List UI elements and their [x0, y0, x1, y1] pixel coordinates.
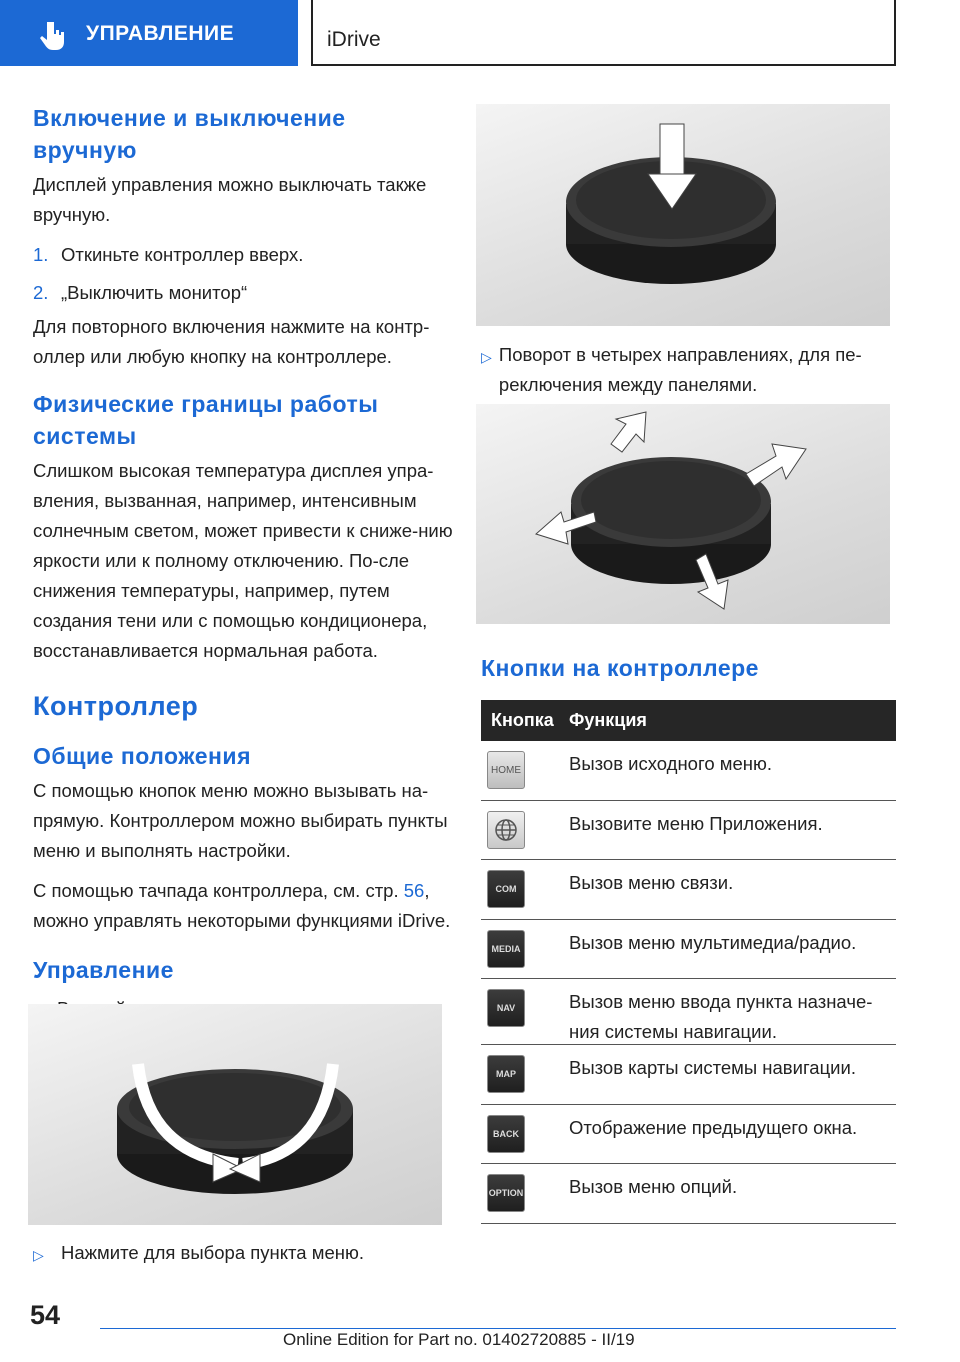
- option-button-icon: OPTION: [487, 1174, 525, 1212]
- apps-globe-icon: [487, 811, 525, 849]
- left-column: [33, 102, 453, 1054]
- heading-manual: Включение и выключение вручную: [33, 105, 346, 163]
- controller-rotate-illustration: [28, 1004, 442, 1225]
- table-row: MEDIA Вызов меню мультимедиа/радио.: [481, 920, 896, 980]
- step-item: 2. „Выключить монитор“: [33, 282, 248, 303]
- controller-tilt-image: [476, 404, 890, 624]
- heading-controller: Контроллер: [33, 691, 199, 721]
- table-row: Вызовите меню Приложения.: [481, 801, 896, 861]
- header-function: Функция: [569, 710, 647, 730]
- controller-press-illustration: [476, 104, 890, 326]
- back-button-icon: BACK: [487, 1115, 525, 1153]
- heading-buttons: Кнопки на контроллере: [481, 655, 759, 681]
- footer-edition: Online Edition for Part no. 01402720885 - II/19: [283, 1330, 635, 1349]
- paragraph-manual: Дисплей управления можно выключать также вручную.: [33, 174, 427, 225]
- buttons-table: [481, 700, 896, 1224]
- paragraph-limits: Слишком высокая температура дисплея упра‐вления, вызванная, например, интенсивным солнечным светом, может привести к сниже‐нию яркости или к полному отключению. По‐сле снижения температуры, например, путем создания тени или с помощью кондиционера, восстанавливается нормальная работа.: [33, 460, 453, 661]
- map-button-icon: MAP: [487, 1055, 525, 1093]
- step-item: 1. Откиньте контроллер вверх.: [33, 244, 304, 265]
- hand-pointer-icon: [38, 20, 68, 52]
- paragraph-touchpad: С помощью тачпада контроллера, см. стр. 56, можно управлять некоторыми функциями iDrive.: [33, 880, 451, 931]
- nav-button-icon: NAV: [487, 989, 525, 1027]
- heading-general: Общие положения: [33, 743, 251, 769]
- table-row: COM Вызов меню связи.: [481, 860, 896, 920]
- home-button-icon: HOME: [487, 751, 525, 789]
- footer-divider: [100, 1328, 896, 1329]
- heading-limits: Физические границы работы системы: [33, 391, 379, 449]
- controller-press-image: [476, 104, 890, 326]
- table-row: HOME Вызов исходного меню.: [481, 741, 896, 801]
- chapter-tab: [311, 0, 896, 66]
- media-button-icon: MEDIA: [487, 930, 525, 968]
- header-button: Кнопка: [491, 710, 554, 730]
- heading-control: Управление: [33, 957, 174, 983]
- triangle-bullet-icon: ▷: [481, 349, 492, 365]
- paragraph-general: С помощью кнопок меню можно вызывать на‐прямую. Контроллером можно выбирать пункты меню и выполнять настройки.: [33, 780, 448, 861]
- com-button-icon: COM: [487, 870, 525, 908]
- paragraph-reenable: Для повторного включения нажмите на контр‐оллер или любую кнопку на контроллере.: [33, 316, 430, 367]
- controller-rotate-image: [28, 1004, 442, 1225]
- section-title: УПРАВЛЕНИЕ: [86, 22, 235, 45]
- page-number: 54: [30, 1300, 61, 1330]
- steps-list: [33, 240, 453, 308]
- bullet-tilt: ▷ Поворот в четырех направлениях, для пе‐реключения между панелями.: [481, 340, 896, 400]
- table-row: BACK Отображение предыдущего окна.: [481, 1105, 896, 1165]
- table-row: OPTION Вызов меню опций.: [481, 1164, 896, 1224]
- bullet-press: ▷ Нажмите для выбора пункта меню.: [33, 1238, 453, 1270]
- chapter-title: iDrive: [327, 28, 381, 51]
- table-row: NAV Вызов меню ввода пункта назначе‐ния системы навигации.: [481, 979, 896, 1045]
- controller-tilt-illustration: [476, 404, 890, 624]
- table-row: MAP Вызов карты системы навигации.: [481, 1045, 896, 1105]
- table-header: [481, 700, 896, 741]
- triangle-bullet-icon: ▷: [33, 1247, 44, 1263]
- page-reference-link[interactable]: 56: [403, 880, 425, 901]
- section-tab: [0, 0, 298, 66]
